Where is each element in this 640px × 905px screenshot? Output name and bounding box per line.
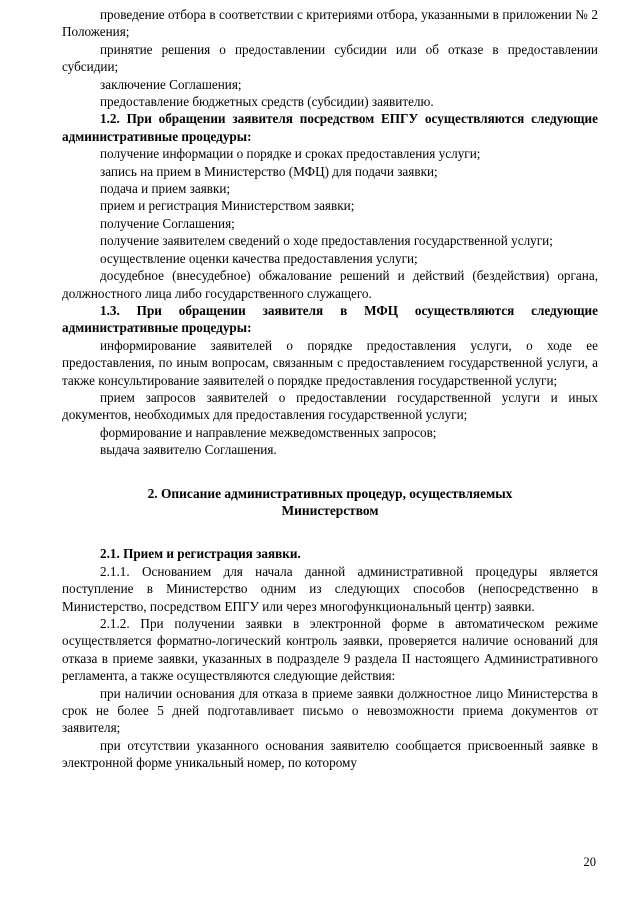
list-item: выдача заявителю Соглашения. (100, 442, 277, 458)
section-2-heading-line2: Министерством (281, 502, 379, 518)
paragraph: принятие решения о предоставлении субсидии или об отказе в предоставлении субсидии; (62, 41, 598, 75)
paragraph: 2.1.1. Основанием для начала данной административной процедуры является поступление в Министерство одним из следующих способов (непосредственно в Министерство, посредством ЕПГУ или через многофункциональный центр) заявки. (62, 563, 598, 614)
list-item: получение информации о порядке и сроках предоставления услуги; (100, 146, 481, 162)
section-1-2-heading: 1.2. При обращении заявителя посредством ЕПГУ осуществляются следующие административные процедуры: (62, 111, 598, 144)
paragraph: заключение Соглашения; (100, 76, 242, 92)
list-item: информирование заявителей о порядке предоставления услуги, о ходе ее предоставления, по иным вопросам, связанным с предоставлением государственной услуги, а также консультирование заявителей о порядке предоставления государственной услуги; (62, 337, 598, 388)
list-item: получение Соглашения; (100, 215, 235, 231)
list-item: досудебное (внесудебное) обжалование решений и действий (бездействия) органа, должностного лица либо государственного служащего. (62, 268, 598, 301)
list-item: прием запросов заявителей о предоставлении государственной услуги и иных документов, необходимых для предоставления государственной услуги; (62, 389, 598, 423)
document-body (62, 6, 598, 772)
paragraph: при отсутствии указанного основания заявителю сообщается присвоенный заявке в электронной форме уникальный номер, по которому (62, 737, 598, 771)
section-2-heading-line1: 2. Описание административных процедур, осуществляемых (147, 485, 513, 501)
paragraph: предоставление бюджетных средств (субсидии) заявителю. (100, 94, 434, 110)
list-item: запись на прием в Министерство (МФЦ) для подачи заявки; (100, 163, 438, 179)
spacer (62, 519, 598, 545)
section-2-1-heading: 2.1. Прием и регистрация заявки. (100, 546, 301, 562)
page-number: 20 (583, 855, 596, 869)
list-item: формирование и направление межведомственных запросов; (100, 424, 437, 440)
list-item: подача и прием заявки; (100, 181, 231, 197)
list-item: прием и регистрация Министерством заявки; (100, 198, 355, 214)
paragraph: при наличии основания для отказа в приеме заявки должностное лицо Министерства в срок не более 5 дней подготавливает письмо о невозможности приема документов от заявителя; (62, 685, 598, 736)
spacer (62, 459, 598, 485)
list-item: получение заявителем сведений о ходе предоставления государственной услуги; (100, 233, 553, 249)
section-1-3-heading: 1.3. При обращении заявителя в МФЦ осуществляются следующие административные процедуры: (62, 302, 598, 336)
section-2-heading (62, 485, 598, 520)
paragraph: проведение отбора в соответствии с критериями отбора, указанными в приложении № 2 Положения; (62, 7, 598, 40)
paragraph: 2.1.2. При получении заявки в электронной форме в автоматическом режиме осуществляется форматно-логический контроль заявки, проверяется наличие оснований для отказа в приеме заявки, указанных в подразделе 9 раздела II настоящего Административного регламента, а также осуществляются следующие действия: (62, 616, 598, 684)
list-item: осуществление оценки качества предоставления услуги; (100, 250, 418, 266)
